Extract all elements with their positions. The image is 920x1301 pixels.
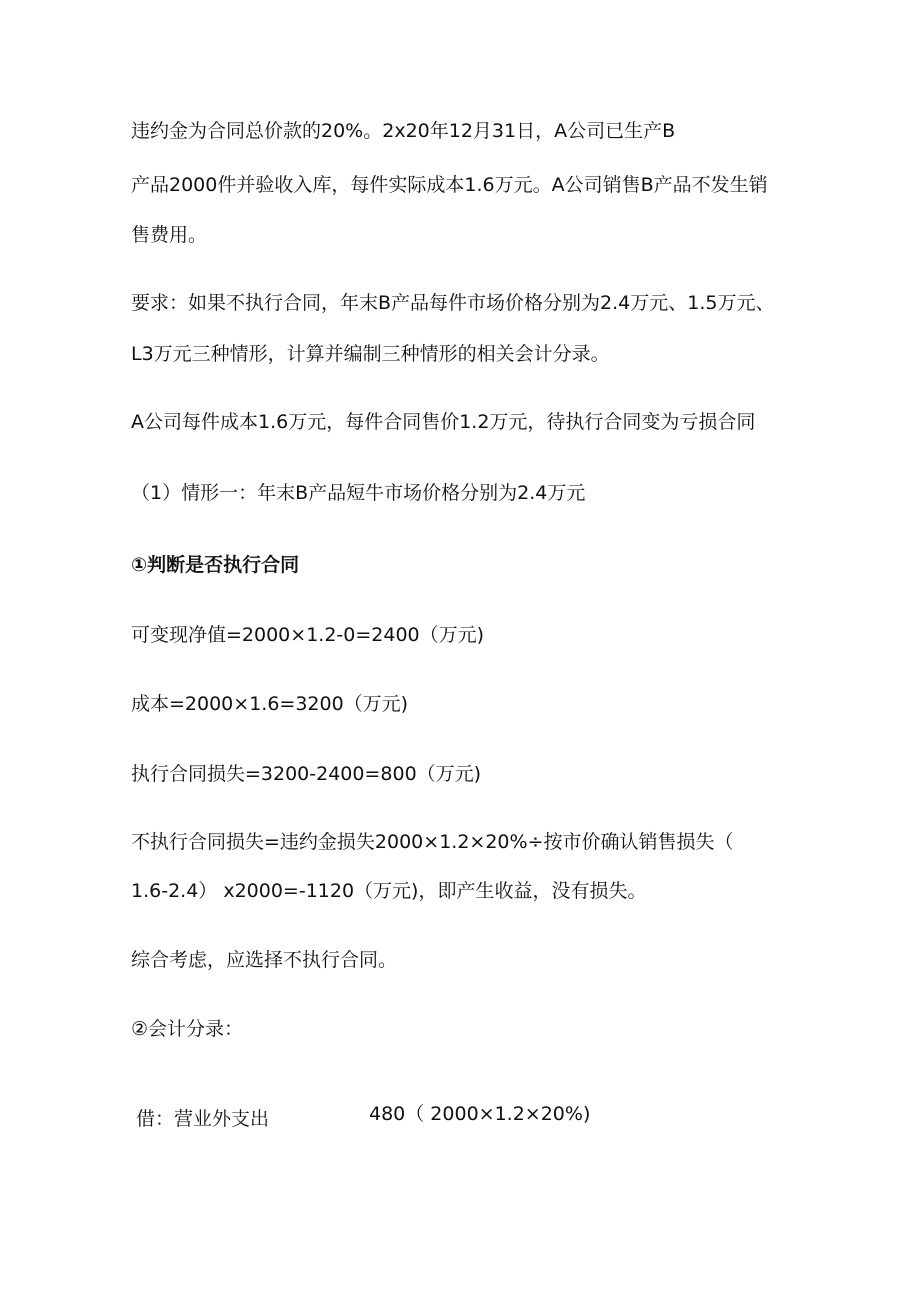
paragraph-line: A公司每件成本1.6万元，每件合同售价1.2万元，待执行合同变为亏损合同 (131, 411, 756, 433)
formula-line: 1.6-2.4） x2000=-1120（万元)，即产生收益，没有损失。 (131, 880, 647, 902)
paragraph-line: 违约金为合同总价款的20%。2x20年12月31日，A公司已生产B (131, 120, 676, 142)
formula-line: 不执行合同损失=违约金损失2000×1.2×20%÷按市价确认销售损失（ (131, 831, 734, 853)
formula-line: 执行合同损失=3200-2400=800（万元) (131, 763, 482, 785)
step-heading: ②会计分录： (131, 1018, 244, 1040)
formula-line: 可变现净值=2000×1.2-0=2400（万元) (131, 624, 485, 646)
journal-entry-label: 借：营业外支出 (136, 1108, 270, 1130)
paragraph-line: 要求：如果不执行合同，年末B产品每件市场价格分别为2.4万元、1.5万元、 (131, 292, 775, 314)
paragraph-line: L3万元三种情形，计算并编制三种情形的相关会计分录。 (131, 343, 610, 365)
journal-entry-amount: 480（ 2000×1.2×20%) (369, 1103, 591, 1125)
step-heading: ①判断是否执行合同 (131, 554, 300, 576)
conclusion-line: 综合考虑，应选择不执行合同。 (131, 949, 398, 971)
paragraph-line: 产品2000件并验收入库，每件实际成本1.6万元。A公司销售B产品不发生销 (131, 174, 768, 196)
paragraph-line: 售费用。 (131, 224, 208, 246)
formula-line: 成本=2000×1.6=3200（万元) (131, 693, 409, 715)
scenario-heading: （1）情形一：年末B产品短牛市场价格分别为2.4万元 (131, 482, 586, 504)
